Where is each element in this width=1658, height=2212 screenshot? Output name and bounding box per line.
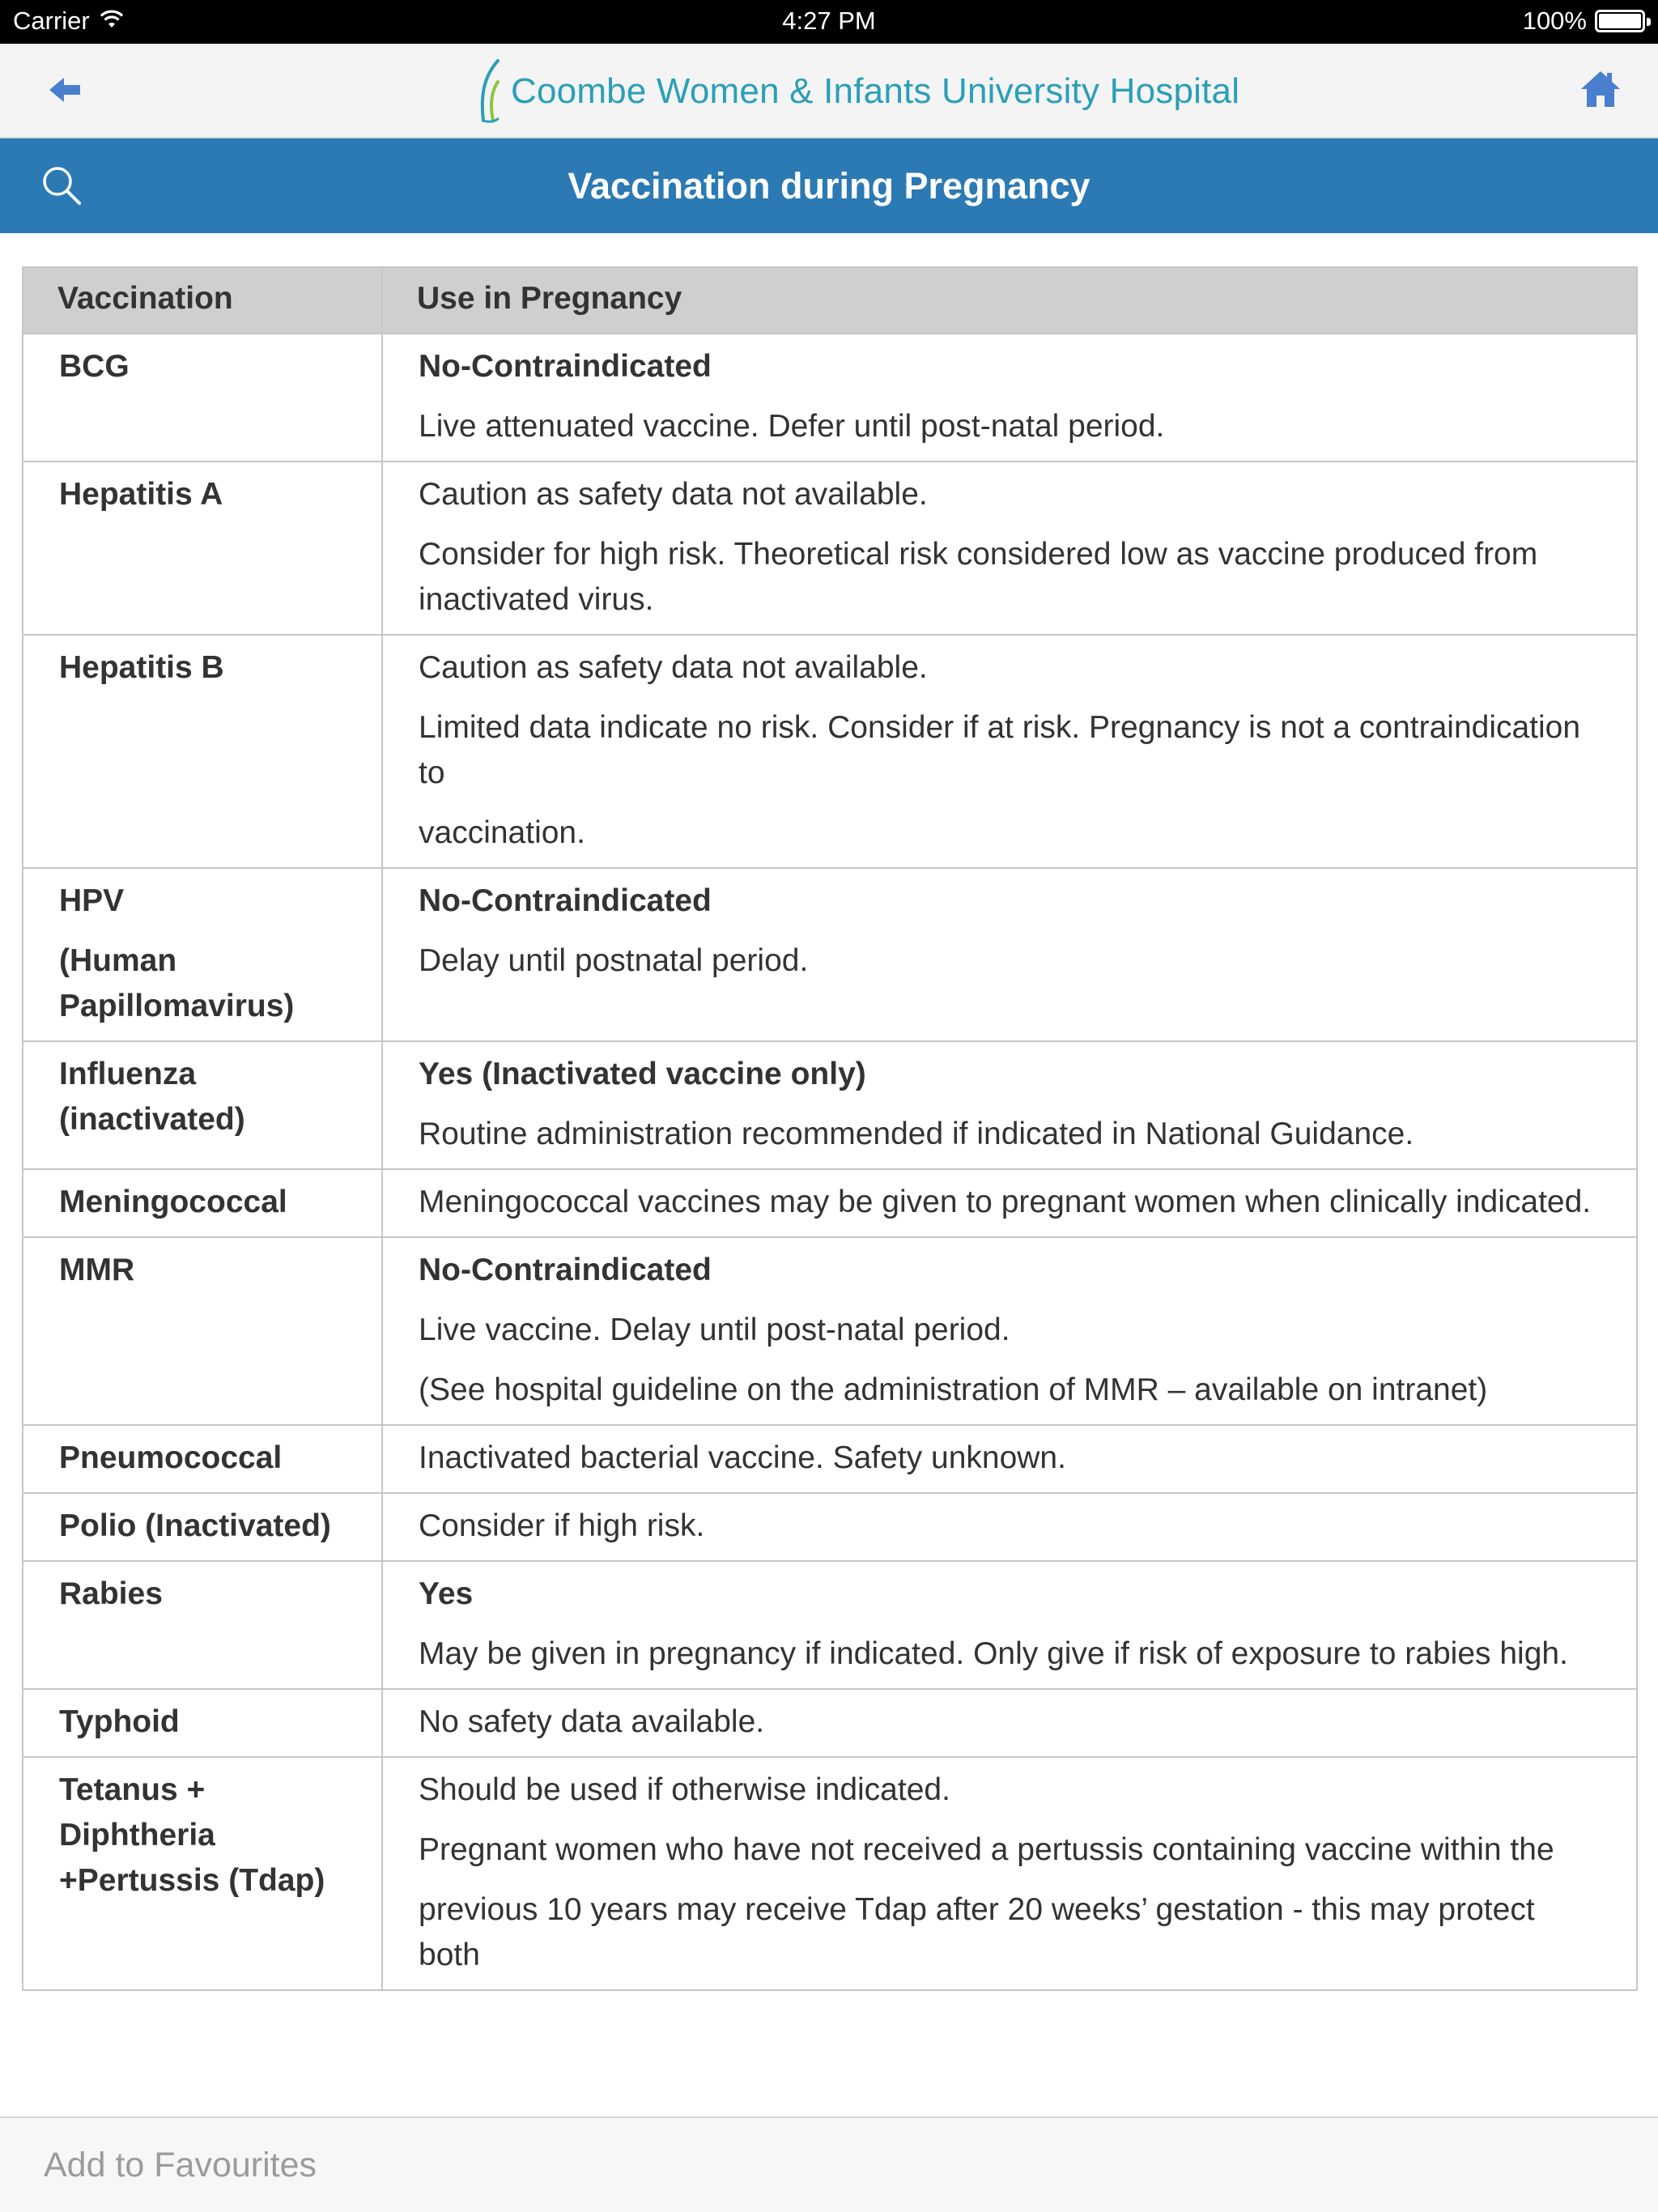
title-bar: [0, 138, 1658, 233]
logo-mark-icon: [474, 57, 506, 125]
table-row: [23, 1689, 1637, 1757]
vaccination-table: [22, 266, 1638, 1991]
table-body: [23, 334, 1637, 1990]
recommendation-note: Caution as safety data not available.: [419, 650, 928, 685]
vaccine-name-cell: [23, 868, 382, 1041]
table-row: [23, 1493, 1637, 1561]
add-to-favourites-button[interactable]: Add to Favourites: [44, 2146, 317, 2184]
page-title: Vaccination during Pregnancy: [568, 165, 1090, 206]
table-row: [23, 462, 1637, 635]
table-row: [23, 635, 1637, 868]
recommendation-verdict: No-Contraindicated: [419, 1253, 712, 1287]
search-icon: [39, 163, 84, 208]
recommendation-note: previous 10 years may receive Tdap after 20 weeks’ gestation - this may protect both: [419, 1892, 1535, 1972]
vaccine-name-cell: [23, 1493, 382, 1561]
home-icon: [1579, 70, 1622, 108]
vaccine-name: Hepatitis B: [59, 650, 224, 685]
status-battery-group: [1523, 6, 1645, 36]
recommendation-verdict: No-Contraindicated: [419, 349, 712, 384]
status-bar: [0, 0, 1658, 44]
use-in-pregnancy-cell: [382, 1757, 1637, 1990]
vaccine-name: HPV: [59, 883, 125, 918]
table-row: [23, 1425, 1637, 1493]
table-row: [23, 1041, 1637, 1169]
home-button[interactable]: [1575, 65, 1626, 113]
header-use-in-pregnancy: Use in Pregnancy: [382, 267, 1637, 334]
table-row: [23, 1561, 1637, 1689]
recommendation-note: Live vaccine. Delay until post-natal period.: [419, 1312, 1010, 1347]
recommendation-verdict: Yes: [419, 1576, 474, 1611]
vaccine-name: Influenza (inactivated): [59, 1057, 245, 1137]
vaccine-name: BCG: [59, 349, 130, 384]
recommendation-note: (See hospital guideline on the administration of MMR – available on intranet): [419, 1372, 1488, 1407]
vaccine-name-cell: [23, 1561, 382, 1689]
battery-tip: [1647, 18, 1651, 26]
vaccine-name: Hepatitis A: [59, 477, 223, 512]
battery-percent: 100%: [1522, 6, 1587, 35]
vaccine-name-cell: [23, 334, 382, 462]
recommendation-verdict: No-Contraindicated: [419, 883, 712, 918]
use-in-pregnancy-cell: [382, 1237, 1637, 1425]
recommendation-note: Should be used if otherwise indicated.: [419, 1772, 950, 1807]
use-in-pregnancy-cell: [382, 1561, 1637, 1689]
table-row: [23, 1757, 1637, 1990]
use-in-pregnancy-cell: [382, 1169, 1637, 1237]
vaccine-name-cell: [23, 635, 382, 868]
vaccine-subname: (Human Papillomavirus): [59, 943, 295, 1023]
carrier-label: Carrier: [13, 6, 90, 35]
vaccine-name-cell: [23, 1689, 382, 1757]
table-row: [23, 1237, 1637, 1425]
recommendation-note: No safety data available.: [419, 1704, 765, 1739]
recommendation-note: Consider for high risk. Theoretical risk considered low as vaccine produced from inactivated virus.: [419, 537, 1538, 617]
bottom-bar: [0, 2116, 1658, 2212]
table-row: [23, 334, 1637, 462]
search-button[interactable]: [39, 163, 84, 208]
hospital-name: Coombe Women & Infants University Hospital: [511, 71, 1240, 111]
vaccine-name-cell: [23, 1041, 382, 1169]
vaccine-name: Rabies: [59, 1576, 163, 1611]
table-row: [23, 1169, 1637, 1237]
recommendation-note: Consider if high risk.: [419, 1508, 705, 1543]
recommendation-note: Meningococcal vaccines may be given to pregnant women when clinically indicated.: [419, 1185, 1592, 1219]
vaccine-name: Tetanus + Diphtheria +Pertussis (Tdap): [59, 1772, 325, 1898]
use-in-pregnancy-cell: [382, 868, 1637, 1041]
status-time: 4:27 PM: [782, 6, 876, 35]
recommendation-note: Limited data indicate no risk. Consider if at risk. Pregnancy is not a contraindication to: [419, 710, 1581, 790]
recommendation-note: Pregnant women who have not received a pertussis containing vaccine within the: [419, 1832, 1554, 1867]
vaccine-name: Pneumococcal: [59, 1440, 283, 1475]
vaccine-name-cell: [23, 1757, 382, 1990]
vaccine-name: Typhoid: [59, 1704, 180, 1739]
vaccine-name-cell: [23, 1425, 382, 1493]
table-row: [23, 868, 1637, 1041]
use-in-pregnancy-cell: [382, 635, 1637, 868]
use-in-pregnancy-cell: [382, 1041, 1637, 1169]
use-in-pregnancy-cell: [382, 1493, 1637, 1561]
recommendation-note: Routine administration recommended if indicated in National Guidance.: [419, 1117, 1414, 1151]
table-header-row: [23, 267, 1637, 334]
use-in-pregnancy-cell: [382, 462, 1637, 635]
vaccine-name: Meningococcal: [59, 1185, 287, 1219]
nav-bar: [0, 44, 1658, 138]
recommendation-note: May be given in pregnancy if indicated. Only give if risk of exposure to rabies high.: [419, 1636, 1568, 1671]
hospital-logo: [474, 55, 1239, 128]
battery-icon: [1595, 10, 1645, 32]
recommendation-note: Live attenuated vaccine. Defer until post-natal period.: [419, 409, 1165, 444]
back-arrow-icon: [48, 76, 82, 104]
vaccine-name: MMR: [59, 1253, 135, 1287]
use-in-pregnancy-cell: [382, 1425, 1637, 1493]
use-in-pregnancy-cell: [382, 1689, 1637, 1757]
recommendation-note: Delay until postnatal period.: [419, 943, 809, 978]
vaccine-name-cell: [23, 1237, 382, 1425]
vaccine-name-cell: [23, 1169, 382, 1237]
recommendation-verdict: Yes (Inactivated vaccine only): [419, 1057, 866, 1091]
recommendation-note: Inactivated bacterial vaccine. Safety unknown.: [419, 1440, 1066, 1475]
recommendation-note: vaccination.: [419, 815, 585, 850]
recommendation-note: Caution as safety data not available.: [419, 477, 928, 512]
vaccine-name: Polio (Inactivated): [59, 1508, 331, 1543]
vaccine-name-cell: [23, 462, 382, 635]
back-button[interactable]: [42, 70, 87, 110]
use-in-pregnancy-cell: [382, 334, 1637, 462]
header-vaccination: Vaccination: [23, 267, 382, 334]
content-scroll-area[interactable]: [0, 233, 1658, 2116]
battery-level-fill: [1599, 14, 1641, 28]
